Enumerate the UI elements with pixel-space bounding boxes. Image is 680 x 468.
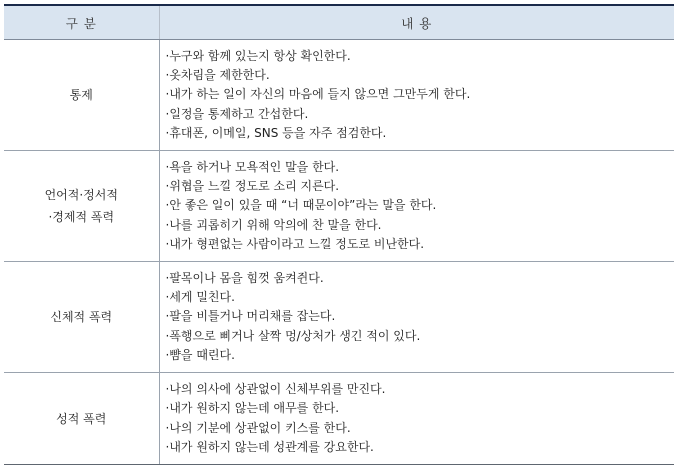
content-cell: [159, 262, 674, 373]
header-content: 내 용: [159, 5, 674, 40]
list-item: ·안 좋은 일이 있을 때 “너 때문이야”라는 말을 한다.: [165, 198, 437, 213]
category-cell: 성적 폭력: [4, 373, 159, 465]
list-item: ·내가 원하지 않는데 애무를 한다.: [165, 401, 340, 416]
list-item: ·위협을 느낄 정도로 소리 지른다.: [165, 179, 340, 194]
list-item: ·일정을 통제하고 간섭한다.: [165, 106, 309, 121]
category-cell: 통제: [4, 40, 159, 151]
list-item: ·팔을 비틀거나 머리채를 잡는다.: [165, 309, 336, 324]
content-cell: [159, 151, 674, 262]
violence-types-table: [4, 4, 674, 465]
category-cell: 신체적 폭력: [4, 262, 159, 373]
header-row: [4, 5, 674, 40]
list-item: ·내가 형편없는 사람이라고 느낄 정도로 비난한다.: [165, 236, 425, 251]
table-row-physical: [4, 262, 674, 373]
list-item: ·옷차림을 제한한다.: [165, 68, 270, 83]
table-row-control: [4, 40, 674, 151]
list-item: ·내가 하는 일이 자신의 마음에 들지 않으면 그만두게 한다.: [165, 87, 471, 102]
list-item: ·내가 원하지 않는데 성관계를 강요한다.: [165, 439, 374, 454]
category-line: ·경제적 폭력: [48, 210, 115, 224]
list-item: ·세게 밀친다.: [165, 290, 235, 305]
category-line: 언어적·정서적: [44, 188, 118, 202]
list-item: ·폭행으로 삐거나 살짝 멍/상처가 생긴 적이 있다.: [165, 328, 421, 343]
category-cell: [4, 151, 159, 262]
list-item: ·휴대폰, 이메일, SNS 등을 자주 점검한다.: [165, 125, 387, 140]
content-cell: [159, 373, 674, 465]
header-category: 구 분: [4, 5, 159, 40]
content-cell: [159, 40, 674, 151]
list-item: ·누구와 함께 있는지 항상 확인한다.: [165, 49, 351, 64]
list-item: ·나의 기분에 상관없이 키스를 한다.: [165, 420, 351, 435]
list-item: ·뺨을 때린다.: [165, 347, 235, 362]
list-item: ·팔목이나 몸을 힘껏 움켜쥔다.: [165, 271, 324, 286]
list-item: ·나를 괴롭히기 위해 악의에 찬 말을 한다.: [165, 217, 382, 232]
list-item: ·나의 의사에 상관없이 신체부위를 만진다.: [165, 382, 386, 397]
table-row-verbal: [4, 151, 674, 262]
table-row-sexual: [4, 373, 674, 465]
list-item: ·욕을 하거나 모욕적인 말을 한다.: [165, 160, 340, 175]
